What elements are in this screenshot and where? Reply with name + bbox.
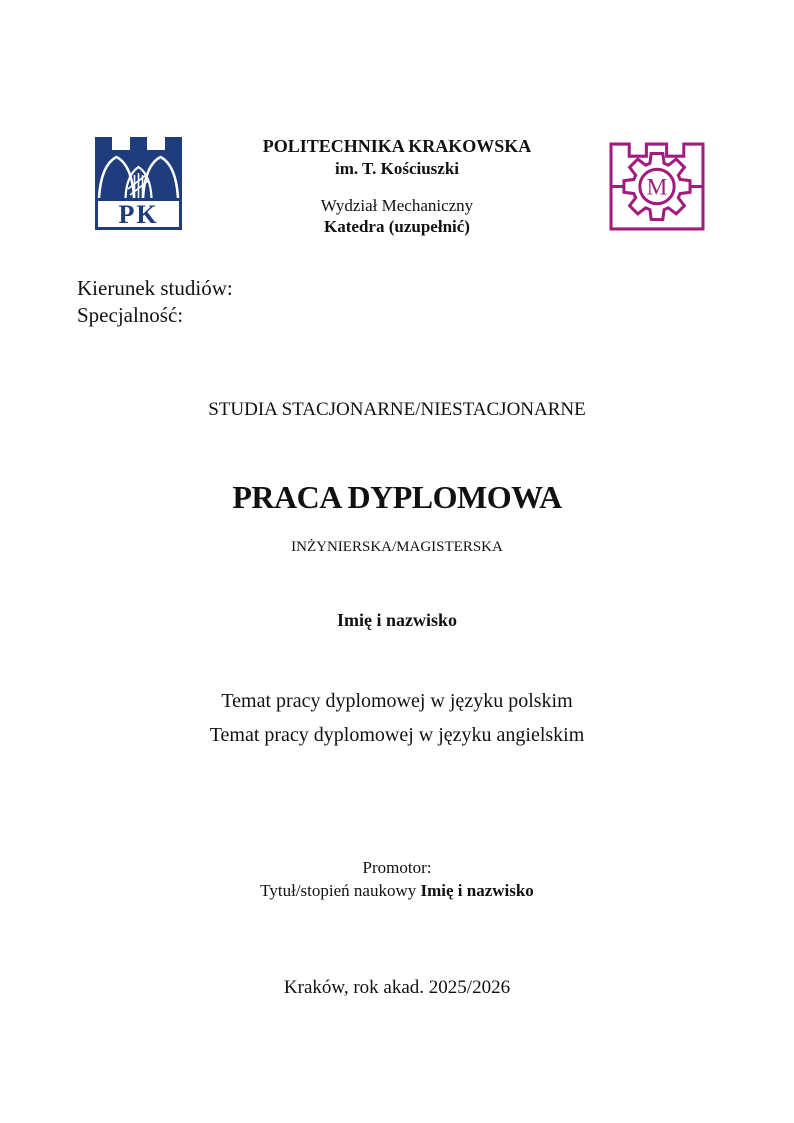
- supervisor-degree-prefix: Tytuł/stopień naukowy: [260, 881, 421, 900]
- mech-logo-letter: M: [646, 174, 668, 201]
- department-name: Katedra (uzupełnić): [324, 217, 470, 236]
- thesis-type: INŻYNIERSKA/MAGISTERSKA: [291, 539, 503, 555]
- thesis-author: Imię i nazwisko: [336, 610, 457, 630]
- pk-logo-letters: PK: [118, 200, 159, 229]
- specialization-label: Specjalność:: [77, 303, 184, 327]
- supervisor-label: Promotor:: [362, 858, 432, 877]
- supervisor-line: [0, 881, 794, 901]
- faculty-name: Wydział Mechaniczny: [320, 196, 474, 215]
- study-mode-line: STUDIA STACJONARNE/NIESTACJONARNE: [208, 399, 586, 420]
- supervisor-name: Imię i nazwisko: [420, 881, 534, 900]
- place-and-academic-year: Kraków, rok akad. 2025/2026: [283, 977, 511, 998]
- university-name: POLITECHNIKA KRAKOWSKA: [262, 136, 532, 156]
- thesis-topic-polish: Temat pracy dyplomowej w języku polskim: [221, 690, 573, 712]
- field-of-study-label: Kierunek studiów:: [77, 276, 233, 300]
- thesis-title: PRACA DYPLOMOWA: [232, 479, 562, 515]
- university-patron: im. T. Kościuszki: [334, 159, 460, 178]
- thesis-topic-english: Temat pracy dyplomowej w języku angielskim: [209, 724, 585, 746]
